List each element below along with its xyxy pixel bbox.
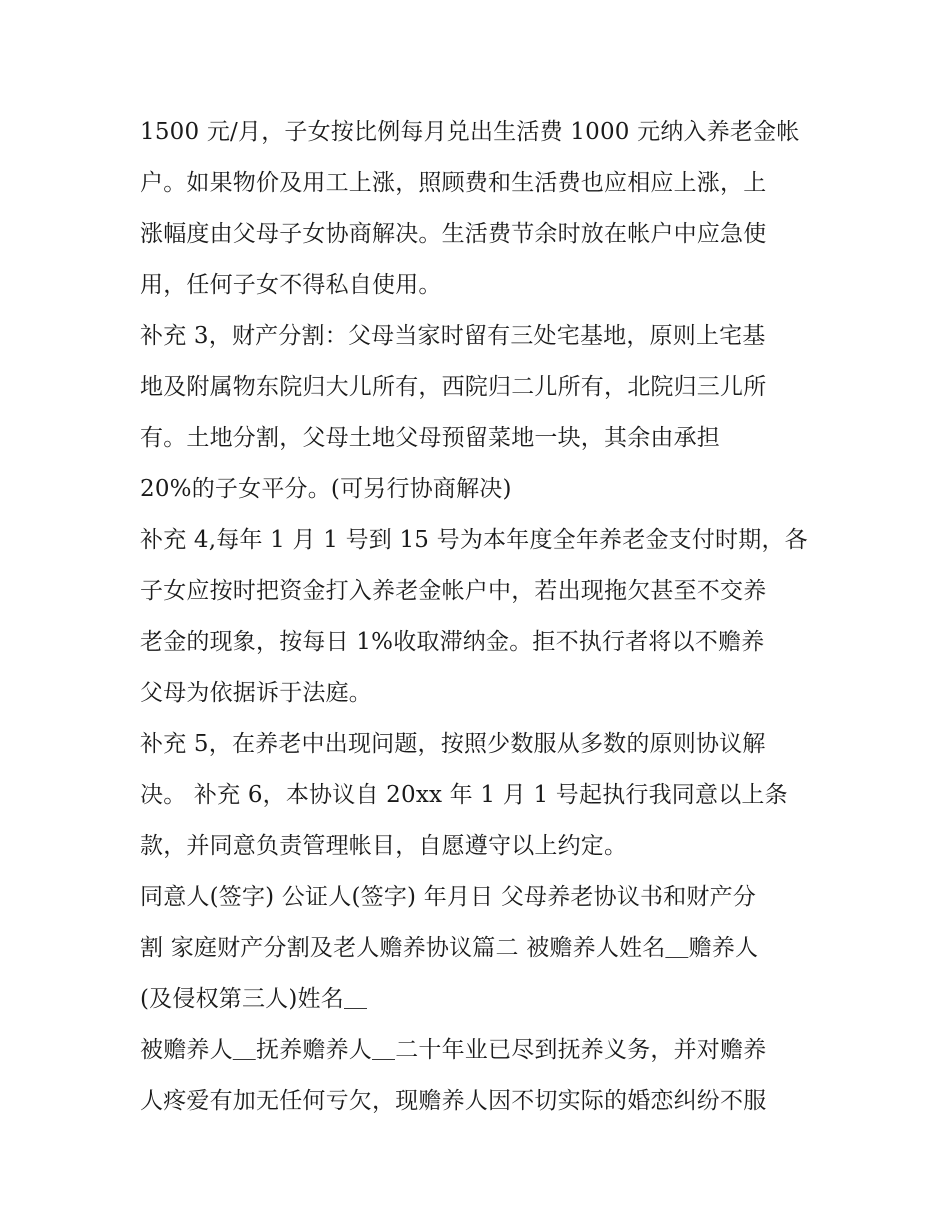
text-line: 地及附属物东院归大儿所有，西院归二儿所有，北院归三儿所 [140, 374, 767, 400]
text-line: 人疼爱有加无任何亏欠，现赡养人因不切实际的婚恋纠纷不服 [140, 1088, 767, 1114]
text-line: 补充 4,每年 1 月 1 号到 15 号为本年度全年养老金支付时期，各 [140, 527, 808, 553]
document-body [140, 107, 820, 1127]
text-line: 补充 3，财产分割：父母当家时留有三处宅基地，原则上宅基 [140, 323, 766, 349]
text-line: 1500 元/月，子女按比例每月兑出生活费 1000 元纳入养老金帐 [140, 119, 800, 145]
text-line: 同意人(签字) 公证人(签字) 年月日 父母养老协议书和财产分 [140, 884, 757, 910]
text-line: 决。 补充 6，本协议自 20xx 年 1 月 1 号起执行我同意以上条 [140, 782, 788, 808]
text-line: 补充 5，在养老中出现问题，按照少数服从多数的原则协议解 [140, 731, 766, 757]
text-line: 被赡养人＿抚养赡养人＿二十年业已尽到抚养义务，并对赡养 [140, 1037, 767, 1063]
text-line: 涨幅度由父母子女协商解决。生活费节余时放在帐户中应急使 [140, 221, 767, 247]
text-line: 户。如果物价及用工上涨，照顾费和生活费也应相应上涨，上 [140, 170, 767, 196]
text-line: 款，并同意负责管理帐目，自愿遵守以上约定。 [140, 833, 628, 859]
text-line: 父母为依据诉于法庭。 [140, 680, 372, 706]
text-line: 用，任何子女不得私自使用。 [140, 272, 442, 298]
text-line: 老金的现象，按每日 1%收取滞纳金。拒不执行者将以不赡养 [140, 629, 765, 655]
text-line: 割 家庭财产分割及老人赡养协议篇二 被赡养人姓名＿赡养人 [140, 935, 759, 961]
text-line: 有。土地分割，父母土地父母预留菜地一块，其余由承担 [140, 425, 720, 451]
text-line: (及侵权第三人)姓名＿ [140, 986, 368, 1012]
text-line: 20%的子女平分。(可另行协商解决) [140, 476, 512, 502]
text-line: 子女应按时把资金打入养老金帐户中，若出现拖欠甚至不交养 [140, 578, 767, 604]
